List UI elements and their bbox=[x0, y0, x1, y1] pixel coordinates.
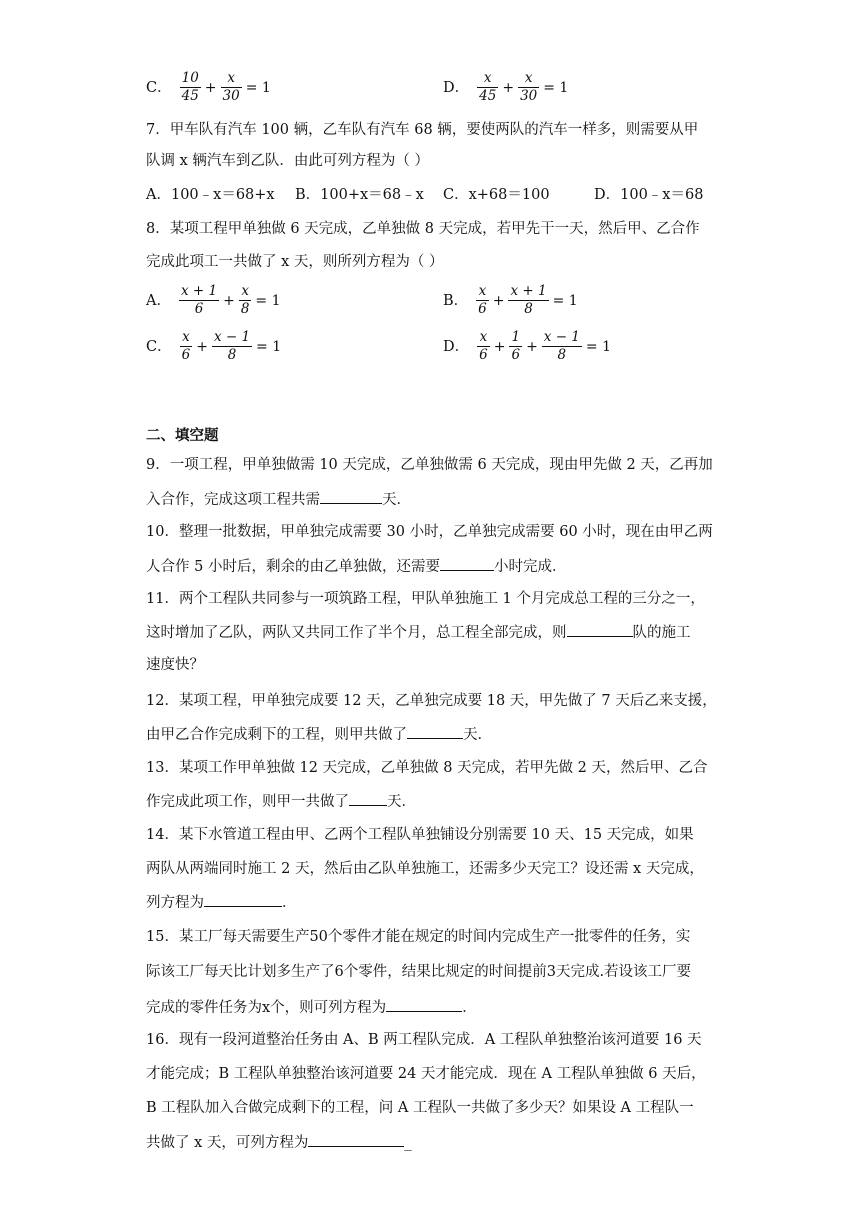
q8-option-d[interactable]: D． $\frac{x}{6}$ + $\frac{1}{6}$ + $\frac{x - 1}{8}$ = 1 bbox=[443, 329, 611, 363]
q14-stem-line2: 两队从两端同时施工 2 天，然后由乙队单独施工，还需多少天完工？设还需 x 天完成， bbox=[146, 861, 704, 877]
option-label: A． bbox=[146, 292, 171, 309]
q6-option-d[interactable]: D． $\frac{x}{45}$ + $\frac{x}{30}$ = 1 bbox=[443, 70, 569, 104]
q15-stem-line1: 15．某工厂每天需要生产50个零件才能在规定的时间内完成生产一批零件的任务，实 bbox=[146, 929, 691, 945]
fraction: $\frac{x}{45}$ bbox=[479, 70, 497, 104]
fraction: $\frac{x - 1}{8}$ bbox=[543, 329, 580, 363]
fraction: $\frac{x + 1}{6}$ bbox=[180, 283, 218, 317]
fraction: $\frac{1}{6}$ bbox=[511, 329, 521, 363]
answer-blank[interactable] bbox=[440, 556, 494, 571]
fraction: $\frac{x}{6}$ bbox=[479, 329, 488, 363]
q8-option-a[interactable]: A． $\frac{x + 1}{6}$ + $\frac{x}{8}$ = 1 bbox=[146, 283, 281, 317]
option-label: C． bbox=[146, 79, 172, 96]
answer-blank[interactable] bbox=[407, 724, 463, 739]
q10-stem-line2: 人合作 5 小时后，剩余的由乙单独做，还需要 小时完成． bbox=[146, 556, 566, 577]
q14-stem-line3: 列方程为 ． bbox=[146, 892, 297, 913]
fraction: $\frac{x + 1}{8}$ bbox=[510, 283, 547, 317]
q15-stem-line3: 完成的零件任务为x个，则可列方程为 ． bbox=[146, 997, 477, 1018]
fraction: $\frac{x}{6}$ bbox=[181, 329, 191, 363]
q10-stem-line1: 10．整理一批数据，甲单独完成需要 30 小时，乙单独完成需要 60 小时，现在由甲乙两 bbox=[146, 524, 713, 540]
q9-stem-line2: 入合作，完成这项工程共需 天． bbox=[146, 489, 411, 510]
fraction: $\frac{x}{30}$ bbox=[222, 70, 240, 104]
fraction: $\frac{x}{8}$ bbox=[240, 283, 250, 317]
answer-blank[interactable] bbox=[320, 489, 382, 504]
option-label: D． bbox=[443, 338, 470, 355]
q8-option-c[interactable]: C． $\frac{x}{6}$ + $\frac{x - 1}{8}$ = 1 bbox=[146, 329, 282, 363]
fraction: $\frac{x - 1}{8}$ bbox=[213, 329, 251, 363]
answer-blank[interactable] bbox=[386, 997, 462, 1012]
q15-stem-line2: 际该工厂每天比计划多生产了6个零件，结果比规定的时间提前3天完成.若设该工厂要 bbox=[146, 964, 692, 980]
q8-stem-line2: 完成此项工一共做了 x 天，则所列方程为（ ） bbox=[146, 254, 444, 270]
q7-stem-line1: 7．甲车队有汽车 100 辆，乙车队有汽车 68 辆，要使两队的汽车一样多，则需要从甲 bbox=[146, 122, 699, 138]
q14-stem-line1: 14．某下水管道工程由甲、乙两个工程队单独铺设分别需要 10 天、15 天完成，如果 bbox=[146, 827, 694, 843]
q7-stem-line2: 队调 x 辆汽车到乙队．由此可列方程为（ ） bbox=[146, 153, 430, 169]
q7-option-c[interactable]: C．x+68＝100 bbox=[443, 187, 550, 203]
q7-option-b[interactable]: B．100+x＝68﹣x bbox=[295, 187, 424, 203]
option-label: C． bbox=[146, 338, 172, 355]
fraction: $\frac{10}{45}$ bbox=[181, 70, 199, 104]
q13-stem-line1: 13．某项工作甲单独做 12 天完成，乙单独做 8 天完成，若甲先做 2 天，然后甲、乙合 bbox=[146, 760, 708, 776]
q11-stem-line1: 11．两个工程队共同参与一项筑路工程，甲队单独施工 1 个月完成总工程的三分之一， bbox=[146, 591, 705, 607]
q9-stem-line1: 9．一项工程，甲单独做需 10 天完成，乙单独做需 6 天完成，现由甲先做 2 天，乙再加 bbox=[146, 457, 713, 473]
q8-stem-line1: 8．某项工程甲单独做 6 天完成，乙单独做 8 天完成，若甲先干一天，然后甲、乙合作 bbox=[146, 221, 700, 237]
q13-stem-line2: 作完成此项工作，则甲一共做了 天． bbox=[146, 791, 416, 812]
q16-stem-line3: B 工程队加入合做完成剩下的工程，问 A 工程队一共做了多少天？如果设 A 工程队一 bbox=[146, 1100, 694, 1116]
answer-blank[interactable] bbox=[349, 791, 387, 806]
section-heading: 二、填空题 bbox=[146, 428, 219, 444]
q12-stem-line2: 由甲乙合作完成剩下的工程，则甲共做了 天． bbox=[146, 724, 492, 745]
q11-stem-line2: 这时增加了乙队，两队又共同工作了半个月，总工程全部完成，则 队的施工 bbox=[146, 622, 691, 643]
q12-stem-line1: 12．某项工程，甲单独完成要 12 天，乙单独完成要 18 天，甲先做了 7 天后乙来支援， bbox=[146, 693, 717, 709]
q8-option-b[interactable]: B． $\frac{x}{6}$ + $\frac{x + 1}{8}$ = 1 bbox=[443, 283, 578, 317]
fraction: $\frac{x}{30}$ bbox=[520, 70, 538, 104]
q11-stem-line3: 速度快？ bbox=[146, 657, 204, 673]
answer-blank[interactable] bbox=[567, 622, 633, 637]
q7-option-d[interactable]: D．100﹣x＝68 bbox=[594, 187, 704, 203]
q16-stem-line4: 共做了 x 天，可列方程为 _ bbox=[146, 1132, 412, 1153]
q7-option-a[interactable]: A．100﹣x＝68+x bbox=[146, 187, 275, 203]
fraction: $\frac{x}{6}$ bbox=[478, 283, 487, 317]
option-label: B． bbox=[443, 292, 469, 309]
q6-option-c[interactable]: C． $\frac{10}{45}$ + $\frac{x}{30}$ = 1 bbox=[146, 70, 271, 104]
answer-blank[interactable] bbox=[308, 1132, 404, 1147]
q16-stem-line2: 才能完成；B 工程队单独整治该河道要 24 天才能完成．现在 A 工程队单独做 6 天后， bbox=[146, 1066, 706, 1082]
answer-blank[interactable] bbox=[204, 892, 282, 907]
q16-stem-line1: 16．现有一段河道整治任务由 A、B 两工程队完成．A 工程队单独整治该河道要 16 天 bbox=[146, 1032, 702, 1048]
option-label: D． bbox=[443, 79, 470, 96]
